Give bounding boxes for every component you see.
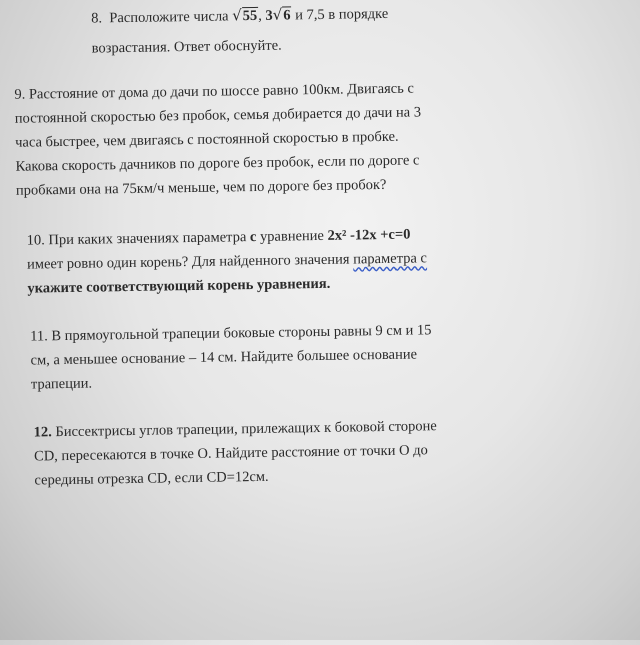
q10-spellcheck-word: параметра с — [353, 250, 428, 268]
q9-line-5: пробками она на 75км/ч меньше, чем по дороге без пробок? — [15, 176, 387, 199]
q8-text-start: Расположите числа — [109, 8, 229, 27]
q11-line-2: см, а меньшее основание – 14 см. Найдите большее основание — [30, 346, 418, 369]
q8-text-end: и 7,5 в порядке — [295, 5, 389, 24]
q10-line-3: укажите соответствующий корень уравнения. — [27, 275, 331, 297]
q11-line-3: трапеции. — [30, 375, 93, 393]
q10-line-1: 10. При каких значениях параметра с уравнение 2x² -12x +c=0 — [26, 226, 411, 249]
q9-line-3: часа быстрее, чем двигаясь с постоянной скоростью в пробке. — [15, 128, 399, 151]
q12-line-2: CD, пересекаются в точке O. Найдите расстояние от точки O до — [33, 442, 428, 465]
q9-line-1: 9. Расстояние от дома до дачи по шоссе равно 100км. Двигаясь с — [14, 80, 414, 103]
q8-number: 8. — [91, 10, 103, 27]
q9-line-2: постоянной скоростью без пробок, семья добирается до дачи на 3 — [14, 104, 422, 127]
q8-line-2: возрастания. Ответ обоснуйте. — [91, 37, 282, 57]
sqrt-6: √6 — [272, 5, 291, 24]
q12-number: 12. — [33, 424, 52, 441]
q8-line-1: 8. Расположите числа √55, 3√6 и 7,5 в порядке — [91, 5, 389, 27]
q10-param: с — [249, 228, 257, 246]
q10-line-2: имеет ровно один корень? Для найденного значения параметра с — [26, 250, 428, 273]
q10-equation: 2x² -12x +c=0 — [327, 226, 411, 244]
q12-line-1: 12. Биссектрисы углов трапеции, прилежащих к боковой стороне — [33, 418, 437, 441]
q12-line-3: середины отрезка CD, если CD=12см. — [34, 468, 269, 489]
sqrt-55: √55 — [232, 6, 258, 25]
q11-line-1: 11. В прямоугольной трапеции боковые стороны равны 9 см и 15 — [30, 322, 432, 345]
q9-line-4: Какова скорость дачников по дороге без пробок, если по дороге с — [15, 152, 420, 175]
